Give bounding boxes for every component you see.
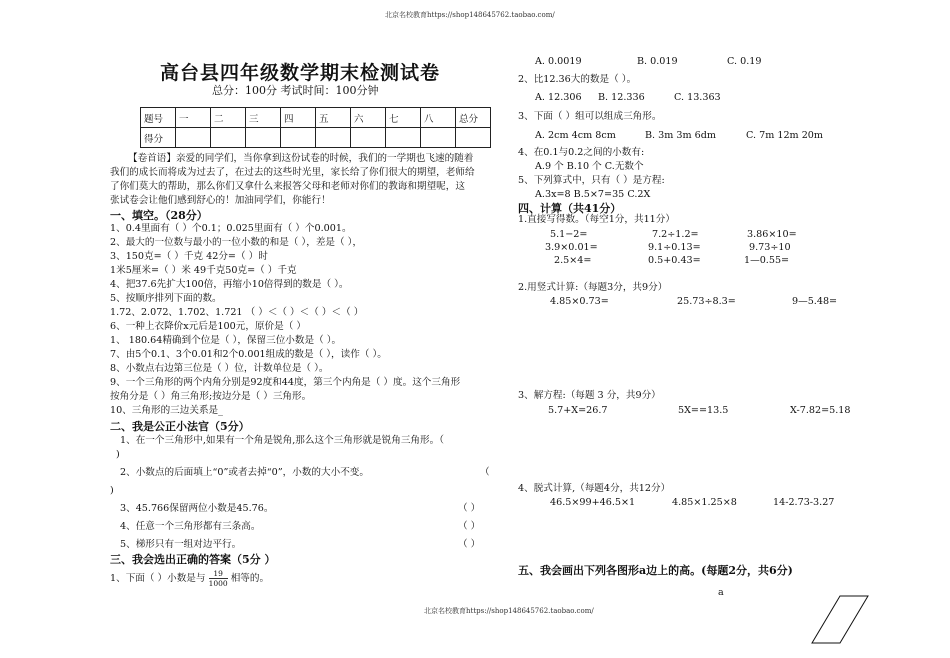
score-input-cell[interactable] (211, 128, 246, 148)
calc-item: 4.85×1.25×8 (672, 497, 737, 508)
fraction-denominator: 1000 (208, 579, 228, 588)
fill-question: 5、按顺序排列下面的数。 (110, 293, 222, 304)
header-url: 北京名校教育https://shop148645762.taobao.com/ (385, 11, 555, 19)
judge-bracket: （ ） (458, 503, 481, 514)
calc-item: 9.1÷0.13= (648, 242, 701, 253)
score-cell: 五 (316, 108, 351, 128)
section-2-heading: 二、我是公正小法官（5分） (110, 420, 250, 433)
calc-item: 14-2.73-3.27 (773, 497, 835, 508)
choice-option: C. 7m 12m 20m (746, 130, 824, 141)
calc-item: 3.86×10= (747, 229, 797, 240)
preface-line: 我们的成长而将成为过去了，在过去的这些时光里，家长给了你们很大的期望，老师给 (110, 167, 475, 178)
preface-line: 【卷首语】亲爱的同学们，当你拿到这份试卷的时候，我们的一学期也飞速的随着 (128, 153, 474, 164)
fill-question: 2、最大的一位数与最小的一位小数的和是（ ），差是（ ）， (110, 237, 363, 248)
score-input-cell[interactable] (246, 128, 281, 148)
score-cell: 一 (176, 108, 211, 128)
section-5-heading: 五、我会画出下列各图形a边上的高。(每题2分，共6分) (518, 564, 793, 577)
calc-item: 5.1−2= (550, 229, 588, 240)
calc-item: 9—5.48= (792, 296, 838, 307)
choice-option: A.3x=8 B.5×7=35 C.2X (535, 189, 651, 200)
choice-question: 2、比12.36大的数是（ ）。 (518, 74, 637, 85)
calc-subheading: 2.用竖式计算:（每题3分，共9分） (518, 282, 668, 293)
parallelogram-shape (810, 594, 870, 646)
calc-item: 1—0.55= (744, 255, 790, 266)
score-input-cell[interactable] (421, 128, 456, 148)
fill-question: 8、小数点右边第三位是（ ）位，计数单位是（ ）。 (110, 363, 329, 374)
judge-bracket: ) (116, 449, 120, 460)
preface-line: 张试卷会让他们感到舒心的！加油同学们，你能行！ (110, 195, 331, 206)
fill-question: 3、150克=（ ）千克 42分=（ ）时 (110, 251, 268, 262)
choice-option: A.9 个 B.10 个 C.无数个 (535, 161, 644, 172)
choice-question: 5、下列算式中，只有（ ）是方程: (518, 175, 665, 186)
score-cell: 三 (246, 108, 281, 128)
score-table-score-row (141, 128, 491, 148)
preface-line: 了你们莫大的帮助，那么你们又拿什么来报答父母和老师对你们的教诲和期望呢，这 (110, 181, 465, 192)
fill-question: 按角分是（ ）角三角形;按边分是（ ）三角形。 (110, 391, 312, 402)
shape-label: a (718, 587, 724, 598)
score-input-cell[interactable] (316, 128, 351, 148)
calc-item: 5X==13.5 (678, 405, 729, 416)
choice-question-text: 1、下面（ ）小数是与 (110, 573, 206, 584)
calc-subheading: 3、解方程:（每题 3 分，共9分） (518, 390, 661, 401)
calc-item: 0.5+0.43= (648, 255, 701, 266)
calc-subheading: 1.直接写得数。（每空1分，共11分） (518, 214, 675, 225)
score-input-cell[interactable] (281, 128, 316, 148)
calc-item: 7.2÷1.2= (652, 229, 699, 240)
calc-item: X-7.82=5.18 (790, 405, 851, 416)
fill-question: 1.72、2.072、1.702、1.721 （ ）＜（ ）＜（ ）＜（ ） (110, 307, 364, 318)
fraction-numerator: 19 (209, 569, 228, 579)
fill-question: 1、0.4里面有（ ）个0.1；0.025里面有（ ）个0.001。 (110, 223, 352, 234)
choice-option: C. 13.363 (674, 92, 721, 103)
score-cell: 六 (351, 108, 386, 128)
judge-bracket: （ ） (458, 539, 481, 550)
footer-url: 北京名校教育https://shop148645762.taobao.com/ (424, 607, 594, 615)
judge-question: 5、梯形只有一组对边平行。 (120, 539, 242, 550)
score-cell: 四 (281, 108, 316, 128)
fill-question: 4、把37.6先扩大100倍，再缩小10倍得到的数是（ ）。 (110, 279, 349, 290)
calc-subheading: 4、脱式计算,（每题4分，共12分） (518, 483, 671, 494)
choice-option: A. 2cm 4cm 8cm (535, 130, 616, 141)
judge-bracket: （ ） (458, 521, 481, 532)
choice-question: 3、下面（ ）组可以组成三角形。 (518, 111, 662, 122)
score-cell: 七 (386, 108, 421, 128)
score-input-cell[interactable] (176, 128, 211, 148)
score-cell: 总分 (456, 108, 491, 128)
judge-question: 3、45.766保留两位小数是45.76。 (120, 503, 274, 514)
choice-question-text: 相等的。 (230, 573, 270, 584)
page-title: 高台县四年级数学期末检测试卷 (160, 62, 441, 84)
fraction (209, 569, 228, 588)
fill-question: 10、三角形的三边关系是_ (110, 405, 223, 416)
calc-item: 4.85×0.73= (550, 296, 609, 307)
score-input-cell[interactable] (456, 128, 491, 148)
judge-question: 2、小数点的后面填上“0”或者去掉“0”，小数的大小不变。 (120, 467, 369, 478)
calc-item: 3.9×0.01= (545, 242, 598, 253)
judge-bracket: （ (480, 467, 490, 478)
choice-option: A. 0.0019 (535, 56, 582, 67)
fill-question: 6、一种上衣降价x元后是100元，原价是（ ） (110, 321, 306, 332)
fill-question: 1、 180.64精确到个位是（ ），保留三位小数是（ ）。 (110, 335, 342, 346)
calc-item: 2.5×4= (554, 255, 592, 266)
choice-option: A. 12.306 (535, 92, 582, 103)
fill-question: 1米5厘米=（ ）米 49千克50克=（ ）千克 (110, 265, 297, 276)
calc-item: 25.73÷8.3= (677, 296, 736, 307)
judge-question: 4、任意一个三角形都有三条高。 (120, 521, 261, 532)
choice-option: C. 0.19 (727, 56, 762, 67)
section-4-heading: 四、计算（共41分） (518, 202, 622, 215)
parallelogram-outline (812, 596, 868, 643)
score-cell: 八 (421, 108, 456, 128)
fill-question: 7、由5个0.1、3个0.01和2个0.001组成的数是（ ），读作（ ）。 (110, 349, 387, 360)
choice-question (110, 569, 269, 588)
score-table (140, 107, 491, 148)
choice-question: 4、在0.1与0.2之间的小数有: (518, 147, 645, 158)
exam-subtitle: 总分：100分 考试时间：100分钟 (212, 84, 379, 97)
score-cell: 得分 (141, 128, 176, 148)
choice-option: B. 0.019 (637, 56, 678, 67)
choice-option: B. 3m 3m 6dm (645, 130, 716, 141)
score-input-cell[interactable] (386, 128, 421, 148)
score-cell: 题号 (141, 108, 176, 128)
calc-item: 9.73÷10 (749, 242, 791, 253)
fill-question: 9、一个三角形的两个内角分别是92度和44度，第三个内角是（ ）度。这个三角形 (110, 377, 461, 388)
score-table-header-row (141, 108, 491, 128)
score-input-cell[interactable] (351, 128, 386, 148)
judge-bracket: ) (110, 485, 114, 496)
calc-item: 5.7+X=26.7 (548, 405, 608, 416)
choice-option: B. 12.336 (598, 92, 645, 103)
score-cell: 二 (211, 108, 246, 128)
judge-question: 1、在一个三角形中,如果有一个角是锐角,那么这个三角形就是锐角三角形。（ (120, 435, 444, 446)
calc-item: 46.5×99+46.5×1 (550, 497, 636, 508)
section-1-heading: 一、填空。（28分） (110, 209, 208, 222)
section-3-heading: 三、我会选出正确的答案（5分 ） (110, 553, 276, 566)
